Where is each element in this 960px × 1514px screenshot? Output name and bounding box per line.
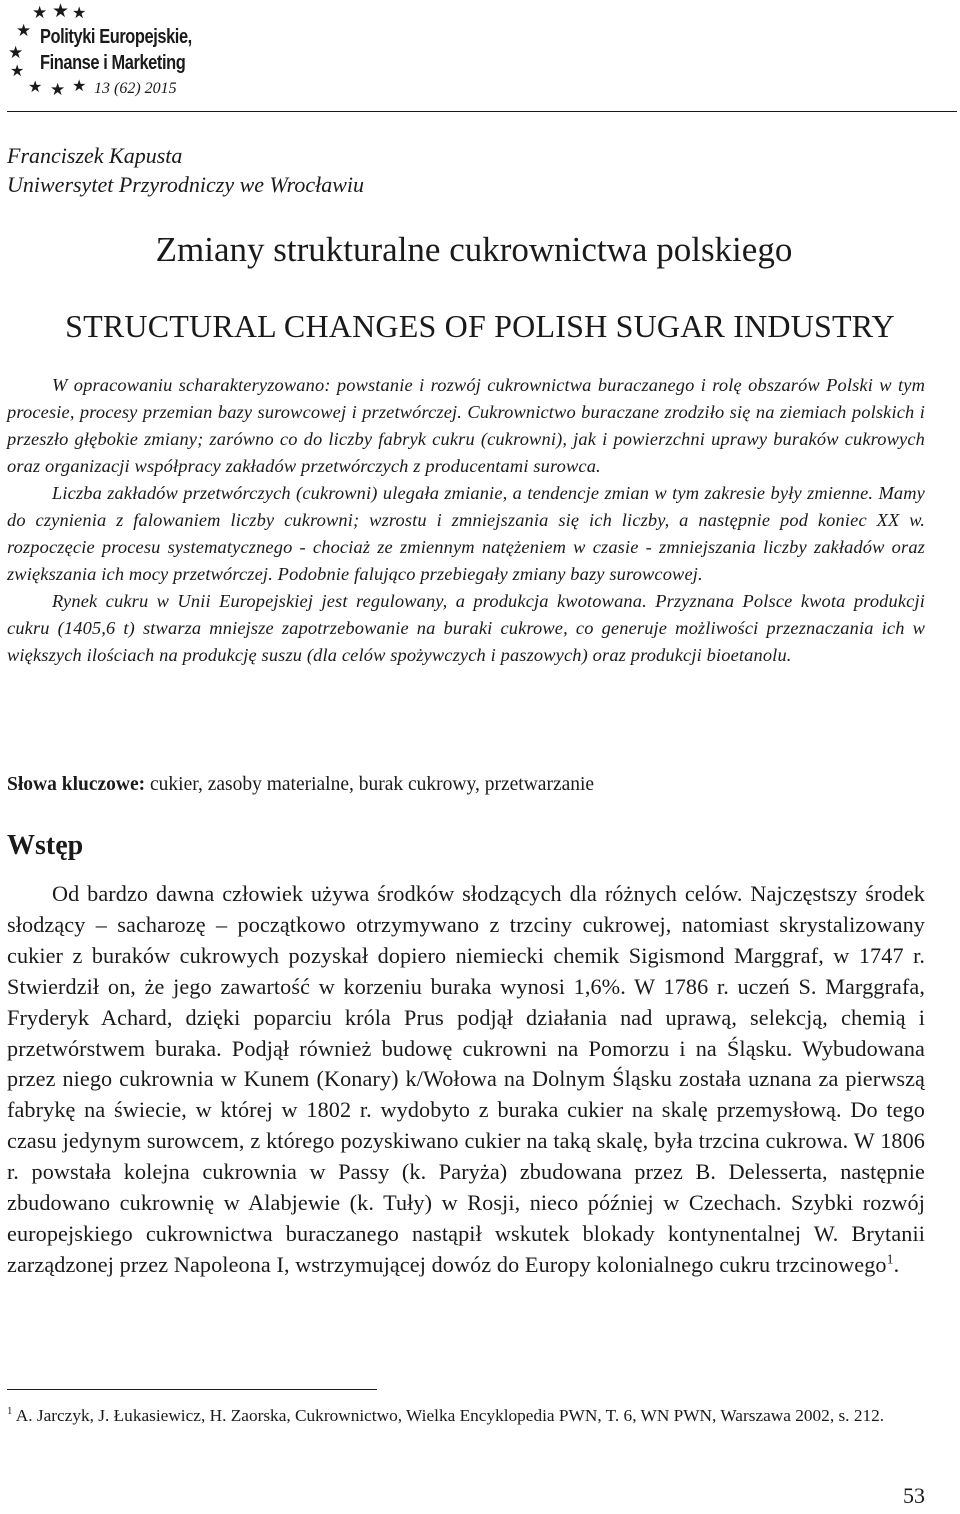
title-polish-text: Zmiany strukturalne cukrownictwa polskiego bbox=[155, 230, 793, 269]
body-paragraph bbox=[7, 879, 925, 1281]
footnote-text: A. Jarczyk, J. Łukasiewicz, H. Zaorska, Cukrownictwo, Wielka Encyklopedia PWN, T. 6, WN PWN, Warszawa 2002, s. 212. bbox=[12, 1406, 885, 1425]
journal-issue: 13 (62) 2015 bbox=[94, 80, 177, 97]
footnote-item bbox=[7, 1402, 925, 1429]
footnote bbox=[7, 1402, 925, 1429]
section-heading: Wstęp bbox=[7, 830, 84, 861]
journal-name-line1: Polityki Europejskie, bbox=[40, 26, 192, 48]
star-icon: ★ bbox=[28, 79, 43, 96]
star-icon: ★ bbox=[8, 43, 24, 62]
star-icon: ★ bbox=[10, 63, 25, 80]
author-affiliation: Uniwersytet Przyrodniczy we Wrocławiu bbox=[7, 172, 365, 197]
keywords-text: cukier, zasoby materialne, burak cukrowy, przetwarzanie bbox=[145, 774, 595, 795]
footnote-number: 1 bbox=[7, 1405, 13, 1418]
abstract-paragraph: W opracowaniu scharakteryzowano: powstanie i rozwój cukrownictwa buraczanego i rolę obszarów Polski w tym procesie, procesy przemian bazy surowcowej i przetwórczej. Cukrownictwo buraczane zrodziło się na ziemiach polskich i przeszło głębokie zmiany; zarówno co do liczby fabryk cukru (cukrowni), jak i powierzchni uprawy buraków cukrowych oraz organizacji współpracy zakładów przetwórczych z producentami surowca. bbox=[7, 375, 925, 476]
keywords-label: Słowa kluczowe: bbox=[7, 774, 146, 795]
page-number: 53 bbox=[903, 1483, 925, 1508]
star-icon: ★ bbox=[50, 80, 66, 99]
star-icon: ★ bbox=[52, 1, 70, 22]
body-paragraph-end: . bbox=[893, 1251, 900, 1277]
footnote-divider bbox=[7, 1389, 377, 1390]
author-block bbox=[7, 141, 364, 199]
author-name: Franciszek Kapusta bbox=[7, 143, 183, 168]
title-english: STRUCTURAL CHANGES OF POLISH SUGAR INDUSTRY bbox=[65, 308, 895, 344]
title-polish bbox=[0, 230, 960, 270]
journal-logo bbox=[4, 2, 204, 102]
body-paragraph-text: Od bardzo dawna człowiek używa środków słodzących dla różnych celów. Najczęstszy środek słodzący – sacharozę – początkowo otrzymywano z trzciny cukrowej, natomiast skrystalizowany cukier z buraków cukrowych pozyskał dopiero niemiecki chemik Sigismond Marggraf, w 1747 r. Stwierdził on, że jego zawartość w korzeniu buraka wynosi 1,6%. W 1786 r. uczeń S. Marggrafa, Fryderyk Achard, dzięki poparciu króla Prus podjął działania nad uprawą, selekcją, chemią i przetwórstwem buraka. Podjął również budowę cukrowni na Pomorzu i na Śląsku. Wybudowana przez niego cukrownia w Kunem (Konary) k/Wołowa na Dolnym Śląsku została uznana za pierwszą fabrykę na świecie, w której w 1802 r. wydobyto z buraka cukier na skalę przemysłową. Do tego czasu jedynym surowcem, z którego pozyskiwano cukier na taką skalę, była trzcina cukrowa. W 1806 r. powstała kolejna cukrownia w Passy (k. Paryża) zbudowana przez B. Delesserta, następnie zbudowano cukrownię w Alabjewie (k. Tuły) w Rosji, nieco później w Czechach. Szybki rozwój europejskiego cukrownictwa buraczanego nastąpił wskutek blokady kontynentalnej W. Brytanii zarządzonej przez Napoleona I, wstrzymującej dowóz do Europy kolonialnego cukru trzcinowego bbox=[7, 881, 925, 1277]
body-text bbox=[7, 879, 925, 1281]
journal-name-line2: Finanse i Marketing bbox=[40, 52, 186, 74]
abstract bbox=[7, 372, 925, 669]
abstract-paragraph: Rynek cukru w Unii Europejskiej jest regulowany, a produkcja kwotowana. Przyznana Polsce kwota produkcji cukru (1405,6 t) stwarza mniejsze zapotrzebowanie na buraki cukrowe, co generuje możliwości przeznaczania ich w większych ilościach na produkcję suszu (dla celów spożywczych i paszowych) oraz produkcji bioetanolu. bbox=[7, 591, 925, 665]
footnote-reference[interactable]: 1 bbox=[886, 1251, 894, 1267]
star-icon: ★ bbox=[72, 5, 87, 22]
abstract-paragraph: Liczba zakładów przetwórczych (cukrowni) ulegała zmianie, a tendencje zmian w tym zakresie były zmienne. Mamy do czynienia z falowaniem liczby cukrowni; wzrostu i zmniejszania się ich liczby, a następnie pod koniec XX w. rozpoczęcie procesu systematycznego - chociaż ze zmiennym natężeniem w czasie - zmniejszania liczby zakładów oraz zwiększania ich mocy przetwórczej. Podobnie falująco przebiegały zmiany bazy surowcowej. bbox=[7, 483, 925, 584]
keywords bbox=[7, 771, 594, 798]
header-divider bbox=[7, 111, 957, 112]
star-icon: ★ bbox=[16, 21, 32, 40]
star-icon: ★ bbox=[32, 3, 48, 22]
star-icon: ★ bbox=[72, 78, 87, 95]
